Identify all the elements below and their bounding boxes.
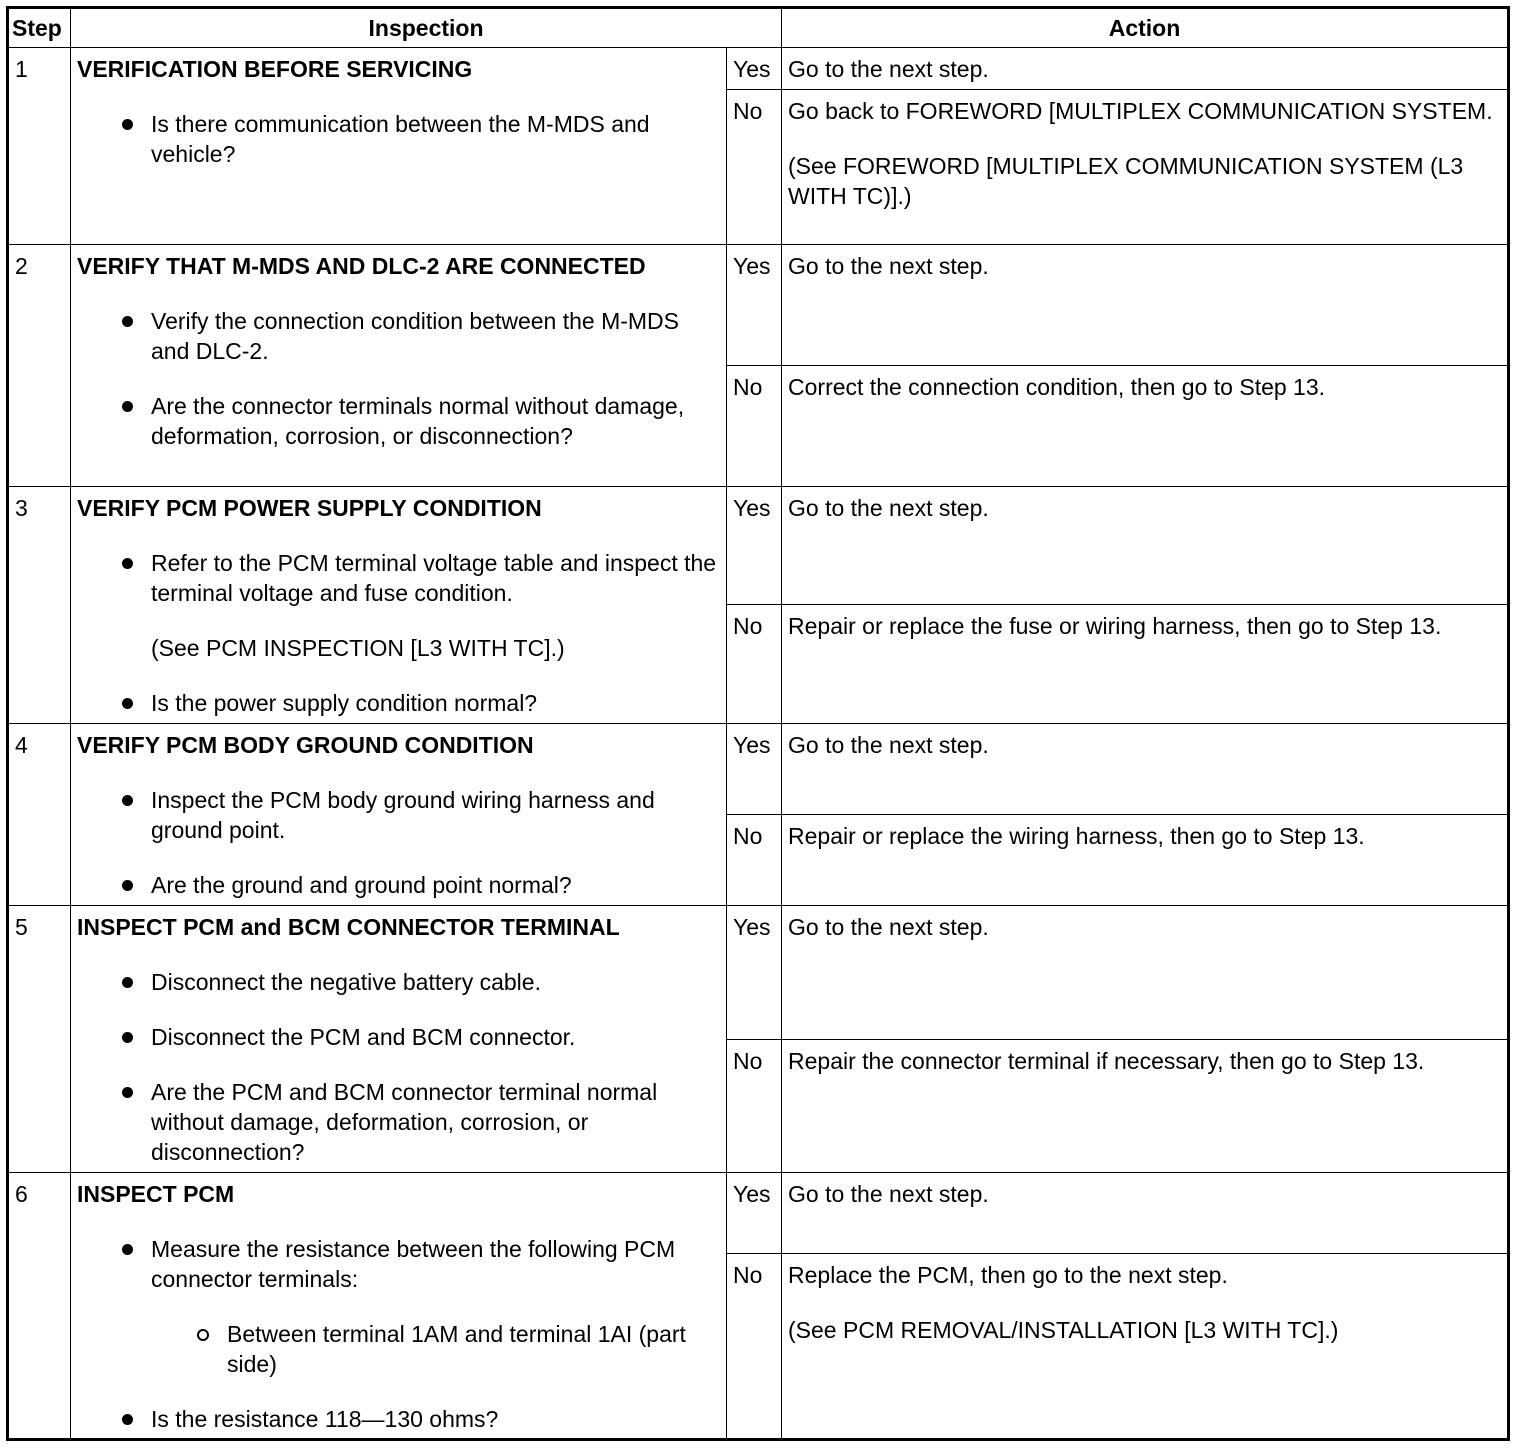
no-label: No: [727, 1040, 782, 1173]
bullet-item: Is the resistance 118—130 ohms?: [77, 1404, 720, 1434]
sub-bullet-item: Between terminal 1AM and terminal 1AI (part side): [77, 1319, 720, 1379]
no-label: No: [727, 90, 782, 245]
bullet-item: Is the power supply condition normal?: [77, 688, 720, 718]
yes-label: Yes: [727, 245, 782, 366]
inspection-title: VERIFY PCM POWER SUPPLY CONDITION: [77, 495, 542, 521]
bullet-item: Inspect the PCM body ground wiring harness and ground point.: [77, 785, 720, 845]
no-action: Correct the connection condition, then go to Step 13.: [782, 366, 1509, 487]
bullet-item: Refer to the PCM terminal voltage table and inspect the terminal voltage and fuse condition.: [77, 548, 720, 608]
action-reference: (See FOREWORD [MULTIPLEX COMMUNICATION SYSTEM (L3 WITH TC)].): [788, 153, 1464, 209]
inspection-title: VERIFICATION BEFORE SERVICING: [77, 56, 473, 82]
inspection-title: VERIFY THAT M-MDS AND DLC-2 ARE CONNECTED: [77, 253, 646, 279]
no-label: No: [727, 1254, 782, 1440]
header-row: [8, 8, 1509, 48]
step-number: 3: [8, 487, 71, 724]
no-action: Repair or replace the fuse or wiring harness, then go to Step 13.: [782, 605, 1509, 724]
bullet-item: Disconnect the negative battery cable.: [77, 967, 720, 997]
no-label: No: [727, 815, 782, 906]
inspection-cell: [71, 1173, 727, 1440]
step-number: 2: [8, 245, 71, 487]
no-action: Repair the connector terminal if necessary, then go to Step 13.: [782, 1040, 1509, 1173]
yes-label: Yes: [727, 487, 782, 605]
yes-action: Go to the next step.: [782, 724, 1509, 815]
inspection-cell: [71, 245, 727, 487]
no-label: No: [727, 366, 782, 487]
inspection-title: INSPECT PCM: [77, 1181, 235, 1207]
action-reference: (See PCM REMOVAL/INSTALLATION [L3 WITH TC].): [788, 1317, 1339, 1344]
bullet-item: Is there communication between the M-MDS and vehicle?: [77, 109, 720, 169]
yes-action: Go to the next step.: [782, 245, 1509, 366]
yes-action: Go to the next step.: [782, 1173, 1509, 1254]
yes-action: Go to the next step.: [782, 906, 1509, 1040]
header-inspection: Inspection: [71, 8, 782, 48]
inspection-cell: [71, 487, 727, 724]
yes-label: Yes: [727, 906, 782, 1040]
action-paragraph: Replace the PCM, then go to the next step.: [788, 1262, 1228, 1289]
bullet-item: Are the connector terminals normal without damage, deformation, corrosion, or disconnection?: [77, 391, 720, 451]
bullet-item: Disconnect the PCM and BCM connector.: [77, 1022, 720, 1052]
yes-action: Go to the next step.: [782, 487, 1509, 605]
step-number: 4: [8, 724, 71, 906]
yes-action: Go to the next step.: [782, 48, 1509, 90]
bullet-item: Verify the connection condition between the M-MDS and DLC-2.: [77, 306, 720, 366]
step-row-5: [8, 906, 1509, 1040]
step-number: 6: [8, 1173, 71, 1440]
header-action: Action: [782, 8, 1509, 48]
no-action: [782, 1254, 1509, 1440]
inspection-title: VERIFY PCM BODY GROUND CONDITION: [77, 732, 534, 758]
bullet-item: Measure the resistance between the following PCM connector terminals:: [77, 1234, 720, 1294]
inspection-cell: [71, 48, 727, 245]
step-row-3: [8, 487, 1509, 605]
bullet-item: Are the ground and ground point normal?: [77, 870, 720, 900]
step-number: 5: [8, 906, 71, 1173]
no-label: No: [727, 605, 782, 724]
step-row-2: [8, 245, 1509, 366]
yes-label: Yes: [727, 48, 782, 90]
no-action: [782, 90, 1509, 245]
yes-label: Yes: [727, 1173, 782, 1254]
bullet-item: Are the PCM and BCM connector terminal normal without damage, deformation, corrosion, or disconnection?: [77, 1077, 720, 1167]
troubleshooting-table: [6, 6, 1510, 1441]
inspection-title: INSPECT PCM and BCM CONNECTOR TERMINAL: [77, 914, 620, 940]
action-paragraph: Go back to FOREWORD [MULTIPLEX COMMUNICATION SYSTEM.: [788, 98, 1493, 124]
header-step: Step: [8, 8, 71, 48]
reference-note: (See PCM INSPECTION [L3 WITH TC].): [151, 635, 565, 661]
step-row-1: [8, 48, 1509, 90]
yes-label: Yes: [727, 724, 782, 815]
step-number: 1: [8, 48, 71, 245]
no-action: Repair or replace the wiring harness, then go to Step 13.: [782, 815, 1509, 906]
step-row-4: [8, 724, 1509, 815]
inspection-cell: [71, 906, 727, 1173]
inspection-cell: [71, 724, 727, 906]
step-row-6: [8, 1173, 1509, 1254]
